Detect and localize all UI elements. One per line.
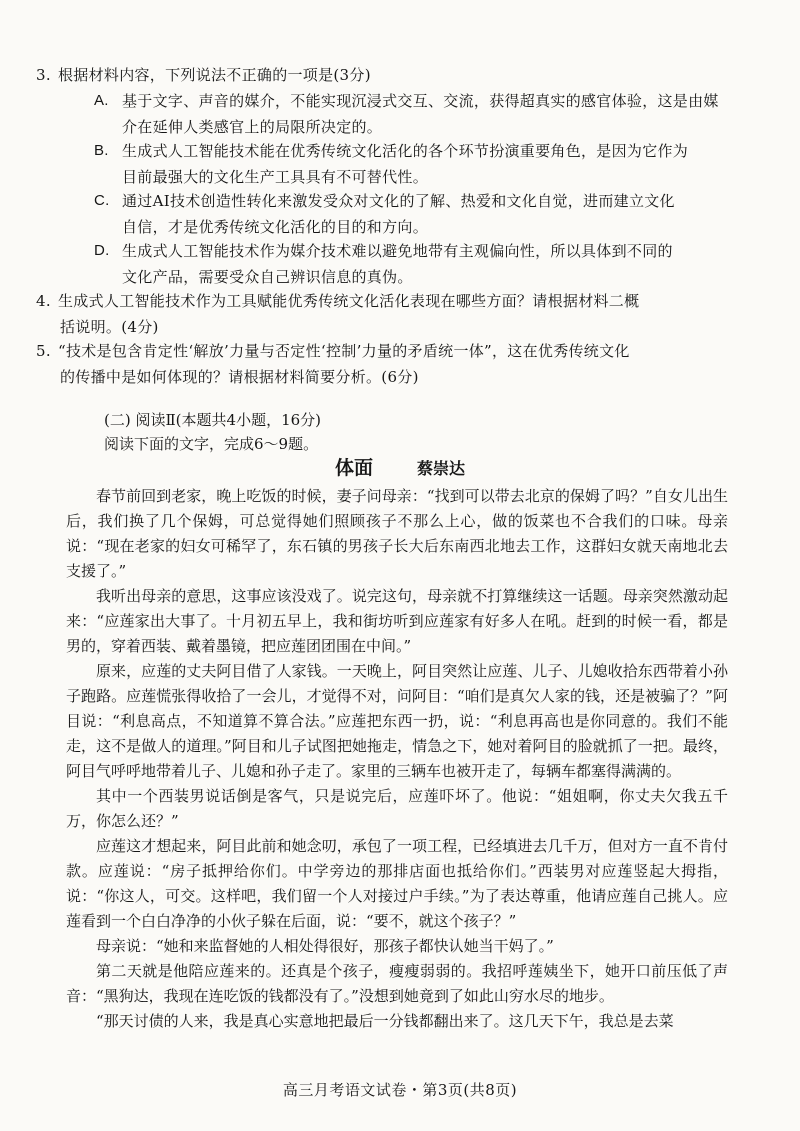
section-instruction: 阅读下面的文字，完成6～9题。 xyxy=(104,435,319,453)
option-text-line: 自信，才是优秀传统文化活化的目的和方向。 xyxy=(122,218,429,236)
option-b xyxy=(94,138,734,190)
option-text-line: 介在延伸人类感官上的局限所决定的。 xyxy=(122,118,383,136)
option-label: A. xyxy=(94,92,109,109)
story-paragraph: 我听出母亲的意思，这事应该没戏了。说完这句，母亲就不打算继续这一话题。母亲突然激动起来：“应莲家出大事了。十月初五早上，我和街坊听到应莲家有好多人在吼。赶到的时候一看，都是男的，穿着西装、戴着墨镜，把应莲团团围在中间。” xyxy=(66,587,728,655)
page-footer: 高三月考语文试卷・第3页(共8页) xyxy=(282,1081,518,1099)
option-text-line: 通过AI技术创造性转化来激发受众对文化的了解、热爱和文化自觉，进而建立文化 xyxy=(122,192,675,210)
question-3 xyxy=(36,62,748,88)
story-paragraph: 春节前回到老家，晚上吃饭的时候，妻子问母亲：“找到可以带去北京的保姆了吗？”自女儿出生后，我们换了几个保姆，可总觉得她们照顾孩子不那么上心，做的饭菜也不合我们的口味。母亲说：“现在老家的妇女可稀罕了，东石镇的男孩子长大后东南西北地去工作，这群妇女就天南地北去支援了。” xyxy=(66,487,728,580)
question-stem: 根据材料内容，下列说法不正确的一项是(3分) xyxy=(58,66,371,84)
story-title: 体面 xyxy=(334,457,373,479)
option-label: D. xyxy=(94,242,110,259)
question-number: 4. xyxy=(36,292,51,310)
option-text-line: 生成式人工智能技术能在优秀传统文化活化的各个环节扮演重要角色，是因为它作为 xyxy=(122,142,689,160)
option-a xyxy=(94,88,734,140)
story-paragraph: 第二天就是他陪应莲来的。还真是个孩子，瘦瘦弱弱的。我招呼莲姨坐下，她开口前压低了声音：“黑狗达，我现在连吃饭的钱都没有了。”没想到她竟到了如此山穷水尽的地步。 xyxy=(66,962,728,1005)
story-paragraph: 母亲说：“她和来监督她的人相处得很好，那孩子都快认她当干妈了。” xyxy=(96,937,554,955)
section-heading: (二) 阅读Ⅱ(本题共4小题，16分) xyxy=(104,411,322,429)
option-text-line: 文化产品，需要受众自己辨识信息的真伪。 xyxy=(122,268,413,286)
question-number: 5. xyxy=(36,342,51,360)
story-paragraph: 原来，应莲的丈夫阿目借了人家钱。一天晚上，阿目突然让应莲、儿子、儿媳收拾东西带着小孙子跑路。应莲慌张得收拾了一会儿，才觉得不对，问阿目：“咱们是真欠人家的钱，还是被骗了？”阿目说：“利息高点，不知道算不算合法。”应莲把东西一扔，说：“利息再高也是你同意的。我们不能走，这不是做人的道理。”阿目和儿子试图把她拖走，情急之下，她对着阿目的脸就抓了一把。最终，阿目气呼呼地带着儿子、儿媳和孙子走了。家里的三辆车也被开走了，每辆车都塞得满满的。 xyxy=(66,662,728,780)
question-text-line: 生成式人工智能技术作为工具赋能优秀传统文化活化表现在哪些方面？请根据材料二概 xyxy=(58,292,640,310)
story-paragraph: 其中一个西装男说话倒是客气，只是说完后，应莲吓坏了。他说：“姐姐啊，你丈夫欠我五千万，你怎么还？” xyxy=(66,787,728,830)
story-author: 蔡崇达 xyxy=(417,459,466,478)
question-4 xyxy=(36,288,748,340)
question-text-line: 括说明。(4分) xyxy=(60,318,159,336)
question-text-line: 的传播中是如何体现的？请根据材料简要分析。(6分) xyxy=(60,368,419,386)
story-body xyxy=(66,484,728,1034)
option-label: C. xyxy=(94,192,110,209)
option-text-line: 生成式人工智能技术作为媒介技术难以避免地带有主观偏向性，所以具体到不同的 xyxy=(122,242,673,260)
option-d xyxy=(94,238,734,290)
story-header xyxy=(0,455,800,482)
option-label: B. xyxy=(94,142,109,159)
question-number: 3. xyxy=(36,66,51,84)
story-paragraph: “那天讨债的人来，我是真心实意地把最后一分钱都翻出来了。这几天下午，我总是去菜 xyxy=(96,1012,674,1030)
question-5 xyxy=(36,338,748,390)
option-text-line: 目前最强大的文化生产工具具有不可替代性。 xyxy=(122,168,429,186)
option-text-line: 基于文字、声音的媒介，不能实现沉浸式交互、交流，获得超真实的感官体验，这是由媒 xyxy=(122,92,719,110)
question-text-line: “技术是包含肯定性‘解放’力量与否定性‘控制’力量的矛盾统一体”，这在优秀传统文化 xyxy=(58,342,630,360)
option-c xyxy=(94,188,734,240)
story-paragraph: 应莲这才想起来，阿目此前和她念叨，承包了一项工程，已经填进去几千万，但对方一直不肯付款。应莲说：“房子抵押给你们。中学旁边的那排店面也抵给你们。”西装男对应莲竖起大拇指，说：“你这人，可交。这样吧，我们留一个人对接过户手续。”为了表达尊重，他请应莲自己挑人。应莲看到一个白白净净的小伙子躲在后面，说：“要不，就这个孩子？” xyxy=(66,837,728,930)
